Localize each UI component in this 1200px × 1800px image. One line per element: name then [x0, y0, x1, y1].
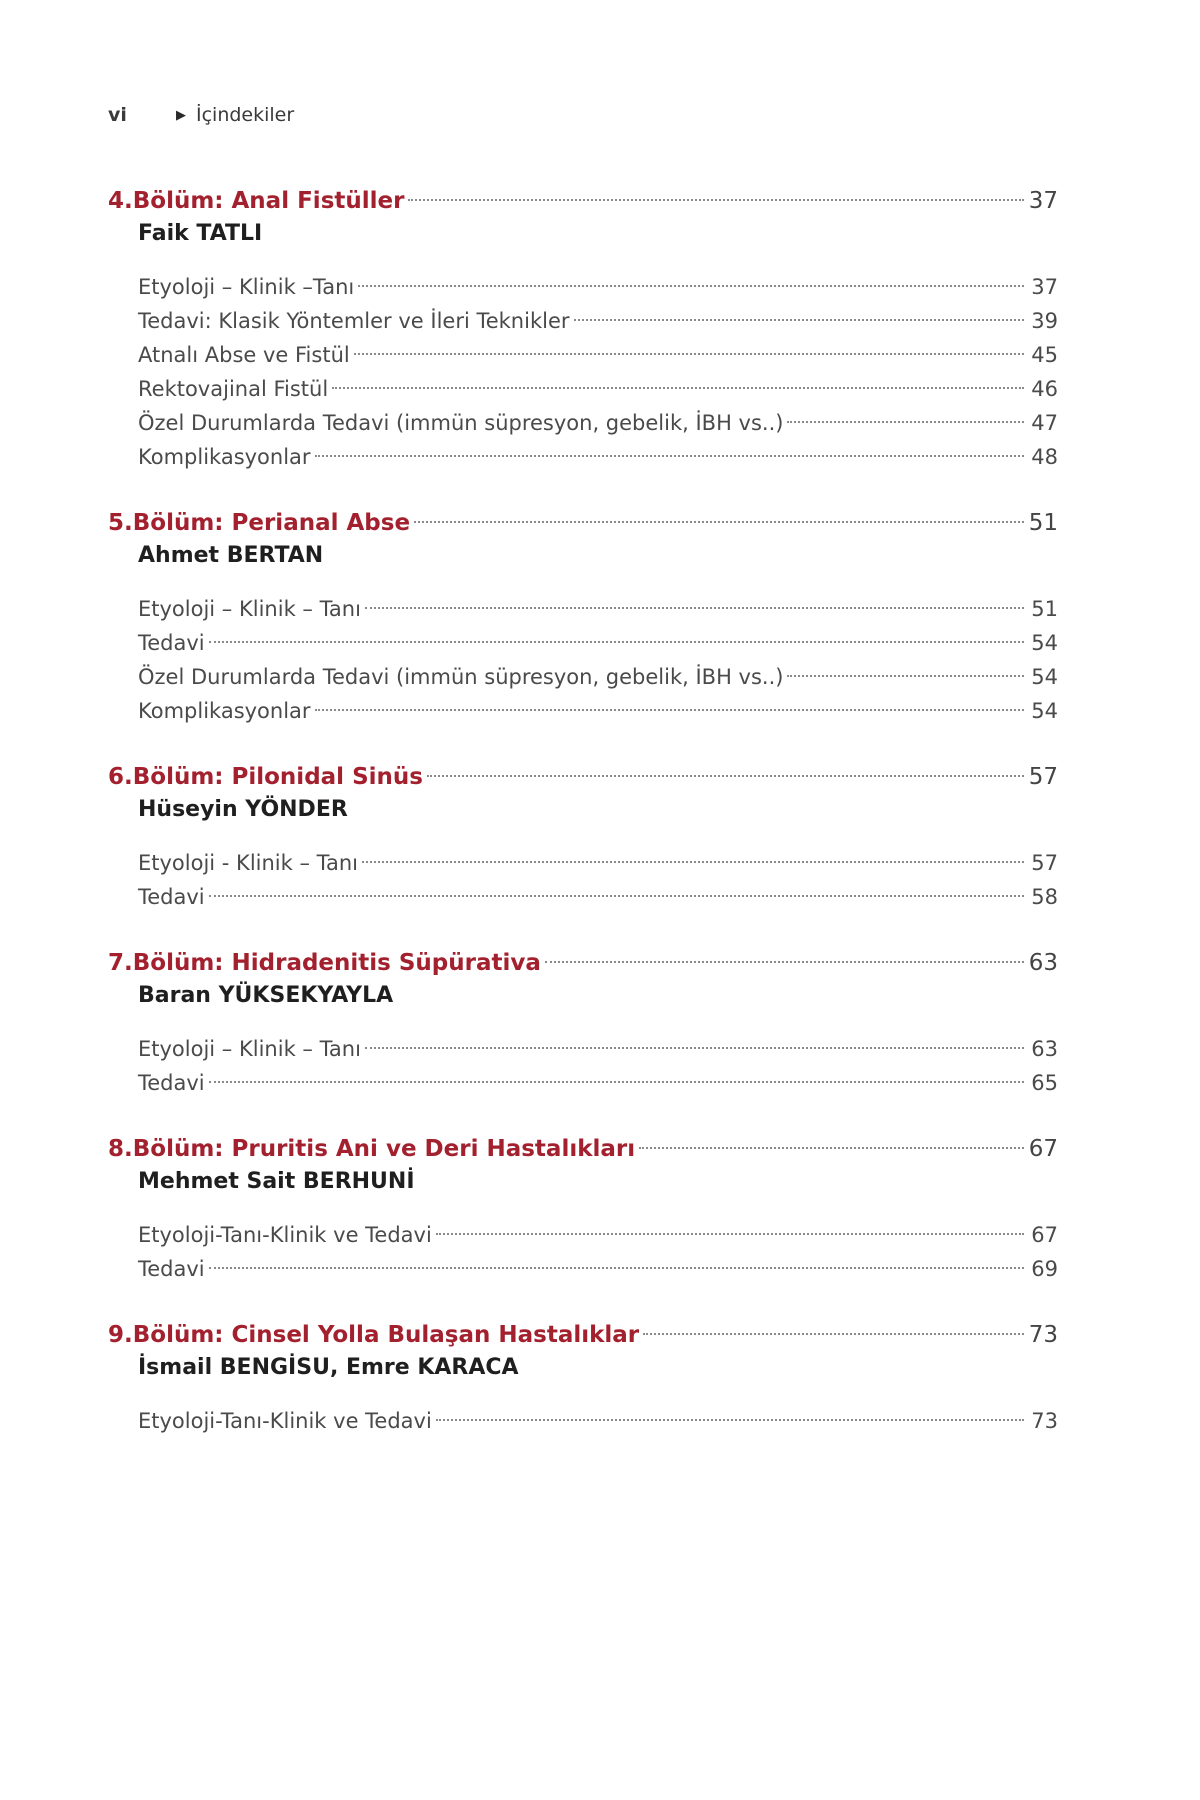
- dot-leader: [209, 641, 1024, 643]
- dot-leader: [427, 775, 1024, 777]
- chapter-number: 7.: [108, 950, 133, 976]
- right-triangle-icon: ▶: [176, 107, 186, 123]
- section-title: Özel Durumlarda Tedavi (immün süpresyon, gebelik, İBH vs..): [138, 665, 784, 689]
- dot-leader: [574, 319, 1025, 321]
- chapter-entry[interactable]: [108, 760, 1058, 794]
- section-page-number: 54: [1031, 631, 1058, 655]
- section-entry[interactable]: [138, 1218, 1058, 1252]
- section-title: Tedavi: [138, 631, 205, 655]
- section-entry[interactable]: [138, 406, 1058, 440]
- chapter-entry[interactable]: [108, 1318, 1058, 1352]
- dot-leader: [787, 675, 1024, 677]
- section-entry[interactable]: [138, 270, 1058, 304]
- dot-leader: [209, 1081, 1024, 1083]
- chapter-title: Bölüm: Hidradenitis Süpürativa: [132, 950, 541, 976]
- section-page-number: 54: [1031, 699, 1058, 723]
- chapter-title: Bölüm: Perianal Abse: [132, 510, 411, 536]
- chapter-page-number: 67: [1028, 1136, 1058, 1162]
- chapter-author: Faik TATLI: [138, 221, 263, 246]
- section-entry[interactable]: [138, 338, 1058, 372]
- section-title: Özel Durumlarda Tedavi (immün süpresyon, gebelik, İBH vs..): [138, 411, 784, 435]
- section-page-number: 69: [1031, 1257, 1058, 1281]
- chapter-number: 9.: [108, 1322, 133, 1348]
- dot-leader: [545, 961, 1024, 963]
- section-page-number: 63: [1031, 1037, 1058, 1061]
- dot-leader: [315, 709, 1024, 711]
- chapter-title: Bölüm: Cinsel Yolla Bulaşan Hastalıklar: [132, 1322, 640, 1348]
- dot-leader: [315, 455, 1024, 457]
- chapter-page-number: 37: [1028, 188, 1058, 214]
- section-page-number: 37: [1031, 275, 1058, 299]
- table-of-contents: [108, 184, 1058, 1470]
- dot-leader: [408, 199, 1024, 201]
- dot-leader: [436, 1419, 1024, 1421]
- chapter-block: [108, 506, 1058, 728]
- section-entry[interactable]: [138, 660, 1058, 694]
- chapter-page-number: 63: [1028, 950, 1058, 976]
- section-entry[interactable]: [138, 440, 1058, 474]
- section-page-number: 47: [1031, 411, 1058, 435]
- section-page-number: 46: [1031, 377, 1058, 401]
- chapter-entry[interactable]: [108, 506, 1058, 540]
- chapter-title: Bölüm: Pruritis Ani ve Deri Hastalıkları: [132, 1136, 636, 1162]
- dot-leader: [358, 285, 1024, 287]
- section-entry[interactable]: [138, 694, 1058, 728]
- section-page-number: 48: [1031, 445, 1058, 469]
- section-entry[interactable]: [138, 846, 1058, 880]
- section-entry[interactable]: [138, 592, 1058, 626]
- section-page-number: 73: [1031, 1409, 1058, 1433]
- dot-leader: [209, 895, 1024, 897]
- dot-leader: [209, 1267, 1024, 1269]
- section-entry[interactable]: [138, 880, 1058, 914]
- section-title: Etyoloji-Tanı-Klinik ve Tedavi: [138, 1223, 432, 1247]
- chapter-number: 6.: [108, 764, 133, 790]
- dot-leader: [354, 353, 1024, 355]
- dot-leader: [362, 861, 1024, 863]
- dot-leader: [643, 1333, 1024, 1335]
- section-entry[interactable]: [138, 304, 1058, 338]
- chapter-author: Ahmet BERTAN: [138, 543, 324, 568]
- section-title: Rektovajinal Fistül: [138, 377, 329, 401]
- section-title: Tedavi: [138, 1257, 205, 1281]
- running-header-title: İçindekiler: [196, 104, 295, 126]
- chapter-author: Mehmet Sait BERHUNİ: [138, 1169, 415, 1194]
- section-title: Etyoloji – Klinik – Tanı: [138, 1037, 361, 1061]
- section-title: Tedavi: Klasik Yöntemler ve İleri Teknikler: [138, 309, 570, 333]
- section-page-number: 67: [1031, 1223, 1058, 1247]
- section-page-number: 58: [1031, 885, 1058, 909]
- section-entry[interactable]: [138, 372, 1058, 406]
- section-entry[interactable]: [138, 1032, 1058, 1066]
- dot-leader: [332, 387, 1024, 389]
- section-page-number: 51: [1031, 597, 1058, 621]
- chapter-title: Bölüm: Pilonidal Sinüs: [132, 764, 423, 790]
- dot-leader: [639, 1147, 1024, 1149]
- page-header: [108, 104, 294, 126]
- section-page-number: 65: [1031, 1071, 1058, 1095]
- section-page-number: 54: [1031, 665, 1058, 689]
- page-number: vi: [108, 104, 127, 126]
- section-entry[interactable]: [138, 1252, 1058, 1286]
- chapter-author: Hüseyin YÖNDER: [138, 797, 348, 822]
- dot-leader: [414, 521, 1024, 523]
- section-title: Komplikasyonlar: [138, 445, 311, 469]
- section-title: Tedavi: [138, 1071, 205, 1095]
- chapter-number: 4.: [108, 188, 133, 214]
- section-title: Etyoloji-Tanı-Klinik ve Tedavi: [138, 1409, 432, 1433]
- chapter-entry[interactable]: [108, 1132, 1058, 1166]
- chapter-author: Baran YÜKSEKYAYLA: [138, 983, 394, 1008]
- chapter-block: [108, 1132, 1058, 1286]
- chapter-entry[interactable]: [108, 184, 1058, 218]
- chapter-block: [108, 760, 1058, 914]
- section-title: Etyoloji – Klinik – Tanı: [138, 597, 361, 621]
- section-page-number: 57: [1031, 851, 1058, 875]
- chapter-page-number: 57: [1028, 764, 1058, 790]
- dot-leader: [436, 1233, 1024, 1235]
- section-title: Etyoloji - Klinik – Tanı: [138, 851, 359, 875]
- section-page-number: 45: [1031, 343, 1058, 367]
- chapter-block: [108, 946, 1058, 1100]
- dot-leader: [787, 421, 1024, 423]
- section-title: Atnalı Abse ve Fistül: [138, 343, 350, 367]
- section-page-number: 39: [1031, 309, 1058, 333]
- section-title: Komplikasyonlar: [138, 699, 311, 723]
- section-title: Etyoloji – Klinik –Tanı: [138, 275, 355, 299]
- chapter-block: [108, 1318, 1058, 1438]
- dot-leader: [365, 607, 1024, 609]
- section-entry[interactable]: [138, 626, 1058, 660]
- dot-leader: [365, 1047, 1024, 1049]
- chapter-number: 8.: [108, 1136, 133, 1162]
- chapter-page-number: 51: [1028, 510, 1058, 536]
- chapter-author: İsmail BENGİSU, Emre KARACA: [138, 1355, 519, 1380]
- section-title: Tedavi: [138, 885, 205, 909]
- chapter-entry[interactable]: [108, 946, 1058, 980]
- chapter-page-number: 73: [1028, 1322, 1058, 1348]
- chapter-block: [108, 184, 1058, 474]
- chapter-title: Bölüm: Anal Fistüller: [132, 188, 405, 214]
- section-entry[interactable]: [138, 1404, 1058, 1438]
- section-entry[interactable]: [138, 1066, 1058, 1100]
- chapter-number: 5.: [108, 510, 133, 536]
